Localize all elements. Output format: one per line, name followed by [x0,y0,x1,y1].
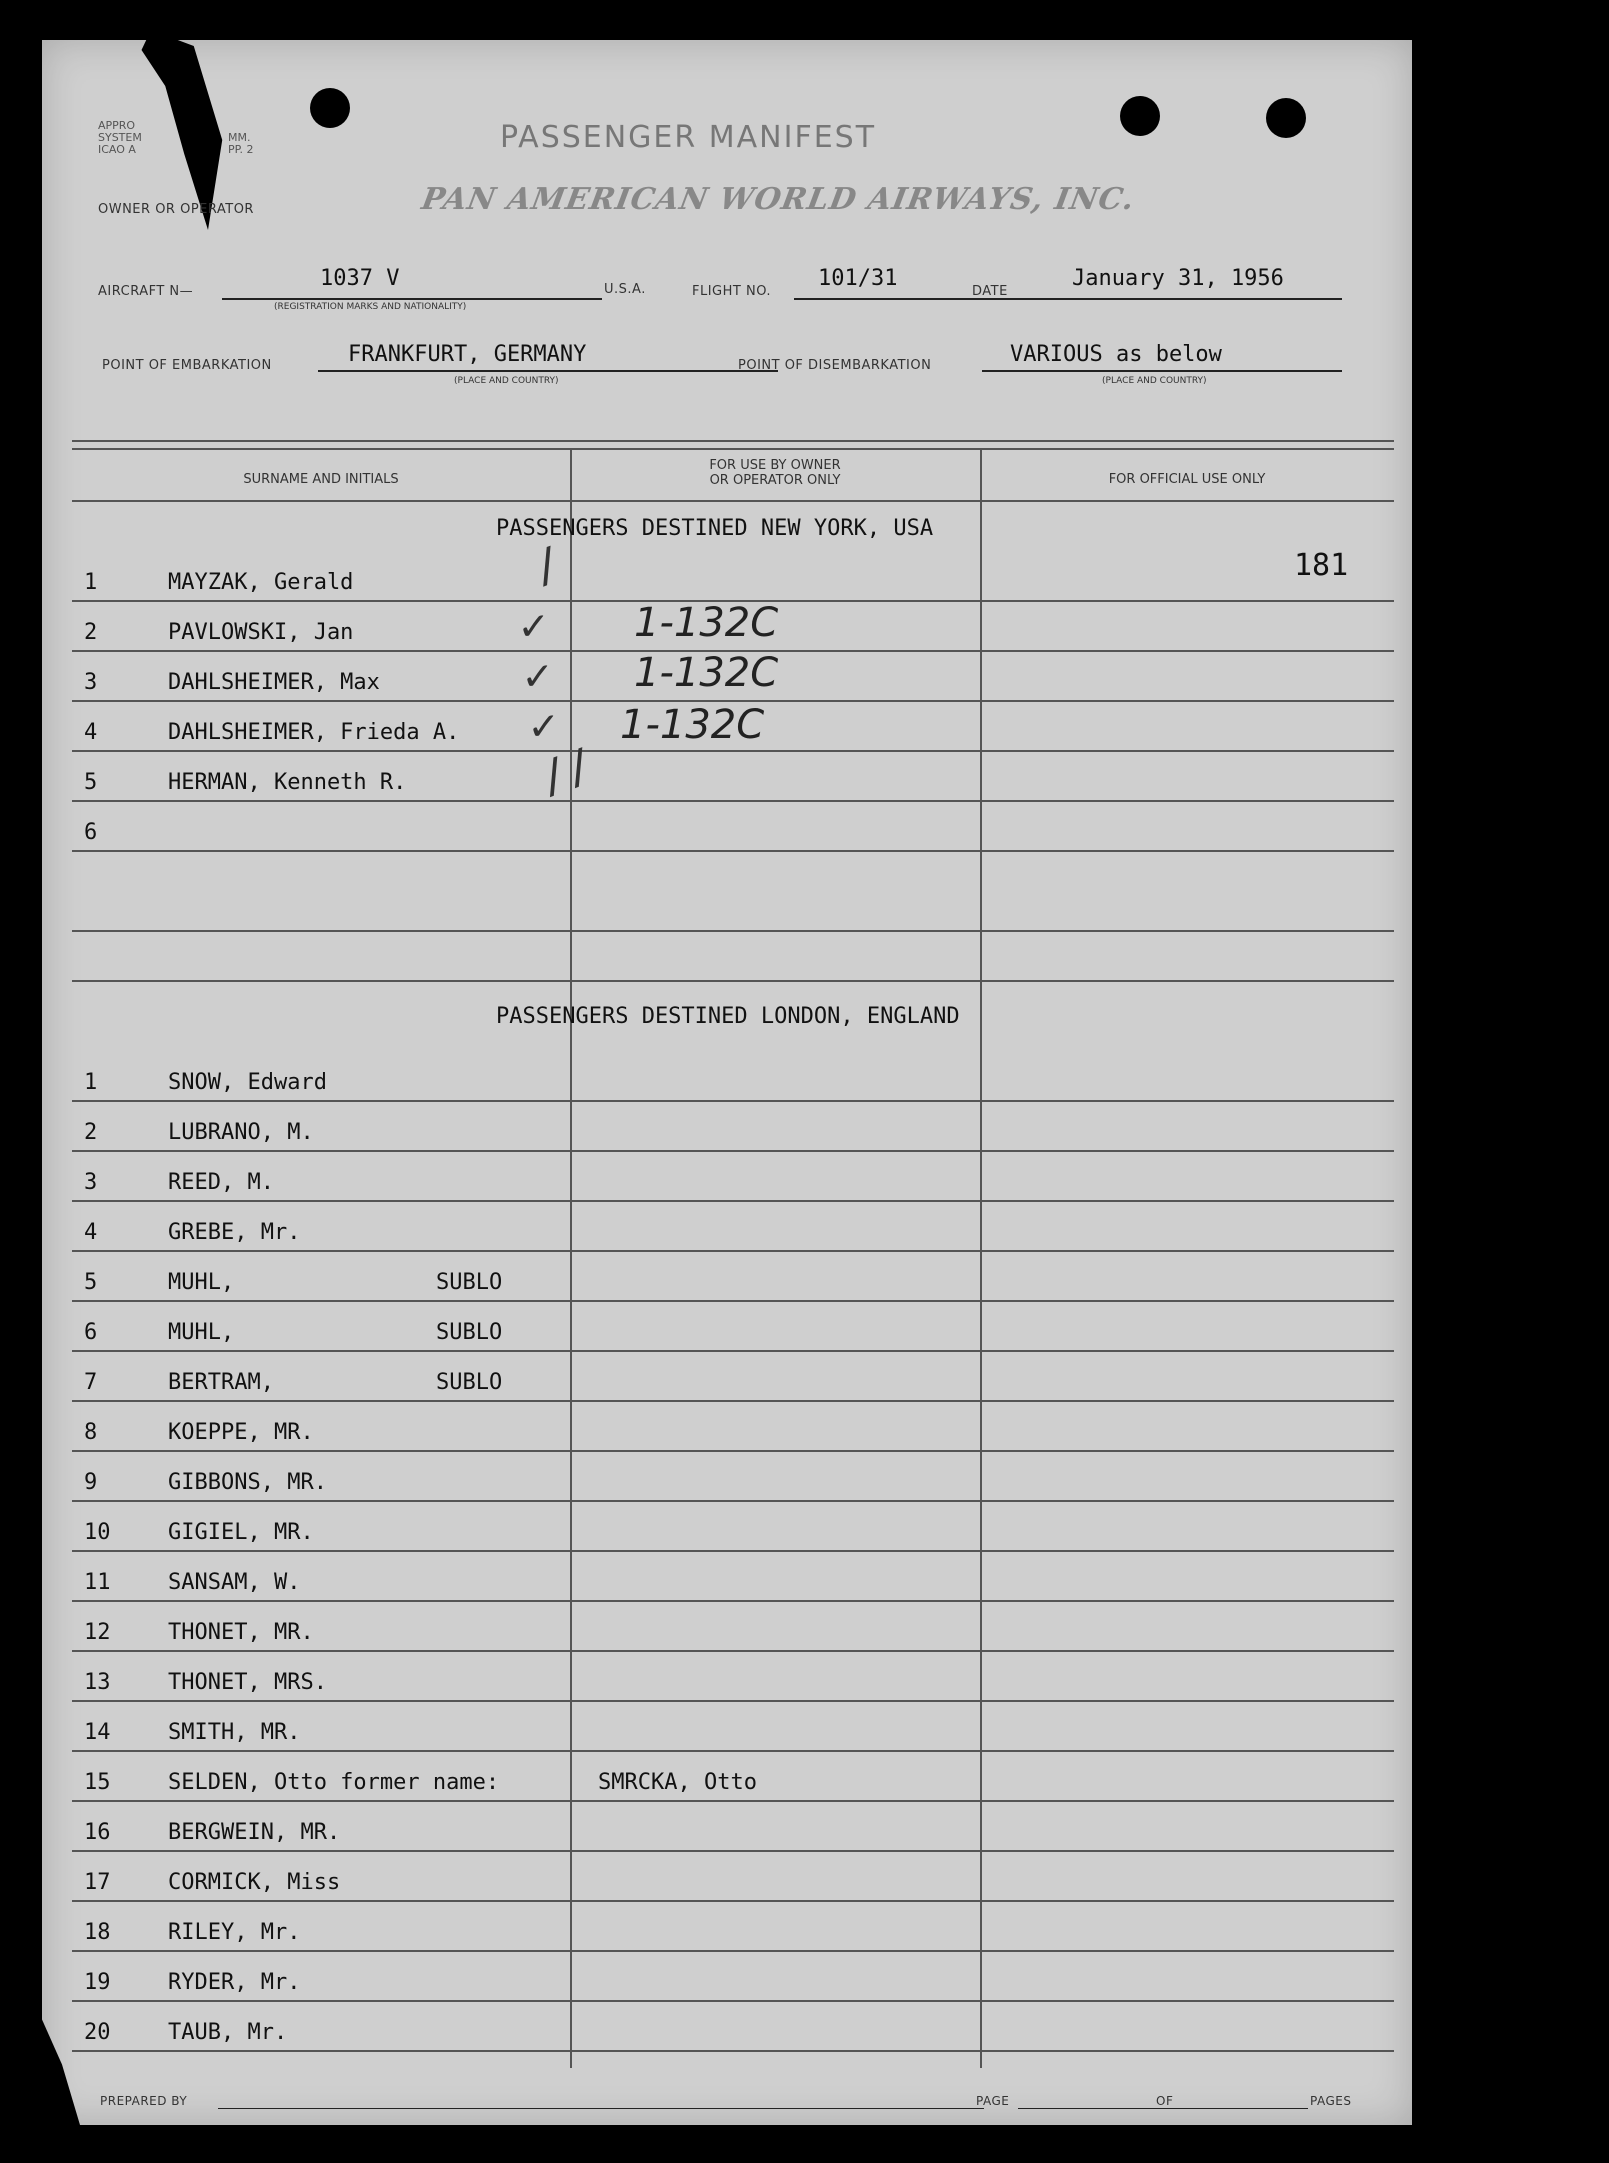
page-line [1018,2108,1184,2109]
row-rule [72,1150,1394,1152]
row-number: 7 [84,1370,98,1395]
aircraft-line [222,298,602,300]
row-rule [72,1400,1394,1402]
row-number: 3 [84,670,98,695]
handwritten-code: 1-132C [634,600,779,646]
pages-label: PAGES [1310,2094,1352,2108]
passenger-name: LUBRANO, M. [168,1120,314,1145]
column-divider [570,448,572,2068]
page-title: PASSENGER MANIFEST [500,120,877,155]
of-line [1178,2108,1308,2109]
row-number: 11 [84,1570,111,1595]
row-number: 5 [84,1270,98,1295]
passenger-name: HERMAN, Kenneth R. [168,770,407,795]
row-number: 1 [84,570,98,595]
page-label: PAGE [976,2094,1010,2108]
approval-stamp: APPRO SYSTEM ICAO A [98,119,142,156]
row-number: 17 [84,1870,111,1895]
passenger-name: BERTRAM, [168,1370,274,1395]
row-rule [72,800,1394,802]
row-rule [72,980,1394,982]
check-mark: ✓ [524,650,551,701]
row-rule [72,1500,1394,1502]
check-mark: ✓ [530,700,557,751]
header-bottom-rule [72,500,1394,502]
row-number: 15 [84,1770,111,1795]
check-mark: // [532,738,601,805]
row-rule [72,1600,1394,1602]
row-rule [72,1300,1394,1302]
section-heading-london: PASSENGERS DESTINED LONDON, ENGLAND [496,1004,960,1029]
place-note-2: (PLACE AND COUNTRY) [1102,376,1207,386]
passenger-name: RYDER, Mr. [168,1970,301,1995]
handwritten-code: 1-132C [620,702,765,748]
passenger-name: MUHL, [168,1320,235,1345]
row-number: 3 [84,1170,98,1195]
manifest-paper [42,40,1412,2125]
row-rule [72,1850,1394,1852]
passenger-name: SMITH, MR. [168,1720,301,1745]
disembarkation-value: VARIOUS as below [1010,342,1222,367]
passenger-name: GIGIEL, MR. [168,1520,314,1545]
row-rule [72,850,1394,852]
passenger-name: SELDEN, Otto former name: [168,1770,500,1795]
passenger-name: GREBE, Mr. [168,1220,301,1245]
section-heading-new-york: PASSENGERS DESTINED NEW YORK, USA [496,516,934,541]
row-rule [72,750,1394,752]
passenger-note: SUBLO [436,1320,503,1345]
embarkation-label: POINT OF EMBARKATION [102,358,272,373]
airline-name: PAN AMERICAN WORLD AIRWAYS, INC. [418,182,1138,217]
surname-header: SURNAME AND INITIALS [243,472,399,487]
passenger-name: GIBBONS, MR. [168,1470,327,1495]
row-rule [72,1350,1394,1352]
passenger-name: RILEY, Mr. [168,1920,301,1945]
flight-label: FLIGHT NO. [692,284,772,299]
owner-label: OWNER OR OPERATOR [98,202,254,217]
owner-use-header: FOR USE BY OWNER OR OPERATOR ONLY [709,458,841,488]
flight-date: January 31, 1956 [1072,266,1284,291]
passenger-note: SUBLO [436,1270,503,1295]
punch-hole [1120,96,1160,136]
place-note: (PLACE AND COUNTRY) [454,376,559,386]
row-number: 20 [84,2020,111,2045]
check-mark: / [526,537,569,594]
former-name: SMRCKA, Otto [598,1770,757,1795]
row-number: 4 [84,720,98,745]
passenger-name: DAHLSHEIMER, Max [168,670,380,695]
table-top-rule [72,440,1394,442]
passenger-name: THONET, MR. [168,1620,314,1645]
row-rule [72,1650,1394,1652]
of-label: OF [1156,2094,1174,2108]
row-rule [72,1700,1394,1702]
passenger-name: THONET, MRS. [168,1670,327,1695]
row-rule [72,1100,1394,1102]
passenger-note: SUBLO [436,1370,503,1395]
passenger-name: SNOW, Edward [168,1070,327,1095]
row-number: 6 [84,820,98,845]
row-number: 6 [84,1320,98,1345]
passenger-name: MAYZAK, Gerald [168,570,354,595]
prepared-by-line [218,2108,984,2109]
date-line [1016,298,1342,300]
row-rule [72,1900,1394,1902]
row-rule [72,930,1394,932]
passenger-name: TAUB, Mr. [168,2020,288,2045]
row-number: 8 [84,1420,98,1445]
row-number: 2 [84,620,98,645]
check-mark: ✓ [520,600,547,651]
aircraft-label: AIRCRAFT N— [98,284,194,299]
approval-stamp-tail: MM. PP. 2 [228,131,254,156]
row-rule [72,1750,1394,1752]
row-number: 19 [84,1970,111,1995]
row-number: 12 [84,1620,111,1645]
usa-label: U.S.A. [604,282,646,297]
row-number: 1 [84,1070,98,1095]
embarkation-value: FRANKFURT, GERMANY [348,342,587,367]
row-number: 4 [84,1220,98,1245]
row-rule [72,2050,1394,2052]
passenger-name: KOEPPE, MR. [168,1420,314,1445]
passenger-name: PAVLOWSKI, Jan [168,620,354,645]
row-rule [72,1800,1394,1802]
table-top-rule-2 [72,448,1394,450]
row-number: 10 [84,1520,111,1545]
row-number: 13 [84,1670,111,1695]
passenger-name: SANSAM, W. [168,1570,301,1595]
registration-note: (REGISTRATION MARKS AND NATIONALITY) [274,302,467,312]
disembarkation-line [982,370,1342,372]
folded-corner [40,2015,80,2125]
row-rule [72,1250,1394,1252]
official-number: 181 [1294,548,1349,583]
aircraft-value: 1037 V [320,266,400,291]
passenger-name: REED, M. [168,1170,274,1195]
row-rule [72,1450,1394,1452]
disembarkation-label: POINT OF DISEMBARKATION [738,358,932,373]
row-number: 18 [84,1920,111,1945]
passenger-name: BERGWEIN, MR. [168,1820,341,1845]
date-label: DATE [972,284,1008,299]
handwritten-code: 1-132C [634,650,779,696]
punch-hole [310,88,350,128]
passenger-name: DAHLSHEIMER, Frieda A. [168,720,460,745]
row-rule [72,1200,1394,1202]
official-use-header: FOR OFFICIAL USE ONLY [1108,472,1266,487]
flight-number: 101/31 [818,266,898,291]
prepared-by-label: PREPARED BY [100,2094,188,2108]
passenger-name: CORMICK, Miss [168,1870,341,1895]
row-number: 9 [84,1470,98,1495]
column-divider [980,448,982,2068]
row-number: 14 [84,1720,111,1745]
row-rule [72,1550,1394,1552]
punch-hole [1266,98,1306,138]
row-rule [72,1950,1394,1952]
row-number: 2 [84,1120,98,1145]
embarkation-line [318,370,778,372]
row-rule [72,2000,1394,2002]
torn-corner [132,30,227,230]
passenger-name: MUHL, [168,1270,235,1295]
row-number: 5 [84,770,98,795]
row-number: 16 [84,1820,111,1845]
